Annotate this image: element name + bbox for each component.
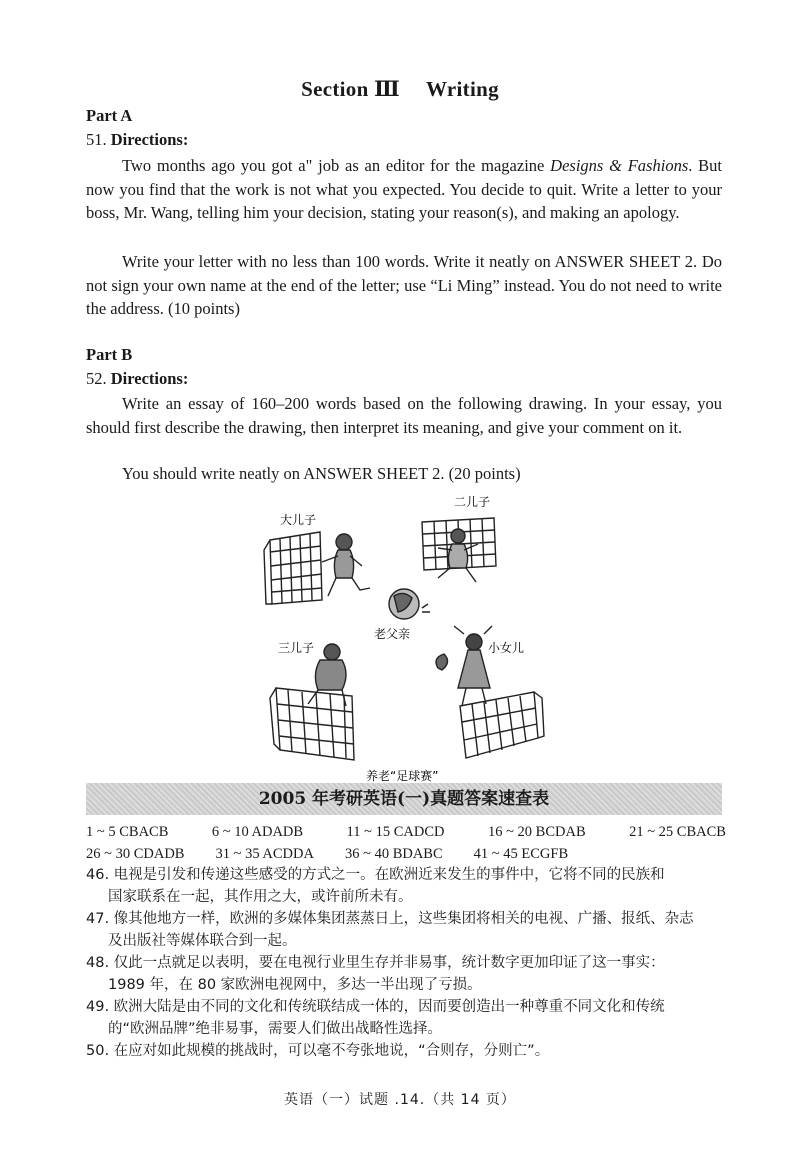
label-son2: 二儿子 bbox=[454, 495, 491, 509]
answer-group: 1 ~ 5 CBACB bbox=[86, 824, 169, 840]
translation-line: 47. 像其他地方一样，欧洲的多媒体集团蒸蒸日上，这些集团将相关的电视、广播、报纸、杂志 bbox=[86, 911, 694, 927]
label-son3: 三儿子 bbox=[278, 641, 315, 655]
section-title bbox=[0, 76, 800, 102]
label-daughter: 小女儿 bbox=[488, 641, 525, 655]
translation-49 bbox=[86, 996, 726, 1040]
translation-line: 的“欧洲品牌”绝非易事，需要人们做出战略性选择。 bbox=[108, 1021, 443, 1037]
answer-group: 31 ~ 35 ACDDA bbox=[215, 846, 314, 862]
q52-directions-label bbox=[86, 369, 188, 389]
drawing-caption: 养老“足球赛” bbox=[366, 769, 439, 782]
translation-line: 及出版社等媒体联合到一起。 bbox=[108, 933, 297, 949]
q51-paragraph-1 bbox=[86, 154, 722, 225]
q51-directions-label bbox=[86, 130, 188, 150]
translation-50 bbox=[86, 1040, 726, 1062]
translation-line: 46. 电视是引发和传递这些感受的方式之一。在欧洲近来发生的事件中，它将不同的民族和 bbox=[86, 867, 665, 883]
label-father: 老父亲 bbox=[374, 627, 411, 641]
part-a-label: Part A bbox=[86, 106, 133, 125]
answer-group: 36 ~ 40 BDABC bbox=[344, 846, 443, 862]
answer-group: 16 ~ 20 BCDAB bbox=[487, 824, 586, 840]
q51-para1-text-a: Two months ago you got a" job as an editor for the magazine bbox=[122, 156, 551, 175]
answer-group: 41 ~ 45 ECGFB bbox=[473, 846, 569, 862]
answer-row-2 bbox=[86, 843, 726, 865]
answer-group: 6 ~ 10 ADADB bbox=[211, 824, 304, 840]
section-label: Section Ⅲ bbox=[301, 77, 400, 101]
translation-line: 1989 年，在 80 家欧洲电视网中，多达一半出现了亏损。 bbox=[108, 977, 482, 993]
part-b-label: Part B bbox=[86, 345, 133, 364]
answer-group: 11 ~ 15 CADCD bbox=[346, 824, 445, 840]
translation-line: 国家联系在一起，其作用之大，或许前所未有。 bbox=[108, 889, 413, 905]
label-son1: 大儿子 bbox=[280, 513, 317, 527]
q52-paragraph-1: Write an essay of 160–200 words based on the following drawing. In your essay, you should first describe the drawing, then interpret its meaning, and give your comment on it. bbox=[86, 394, 722, 437]
answer-row-1 bbox=[86, 821, 726, 843]
section-name: Writing bbox=[425, 77, 499, 101]
magazine-title: Designs & Fashions bbox=[550, 156, 689, 175]
translation-46 bbox=[86, 864, 726, 908]
q51-directions: Directions: bbox=[110, 130, 189, 149]
answer-key-banner: 2005 年考研英语(一)真题答案速查表 bbox=[86, 783, 722, 815]
answer-key bbox=[86, 821, 726, 865]
translation-48 bbox=[86, 952, 726, 996]
translation-line: 49. 欧洲大陆是由不同的文化和传统联结成一体的，因而要创造出一种尊重不同文化和传统 bbox=[86, 999, 665, 1015]
daughter-figure bbox=[436, 626, 492, 706]
translation-47 bbox=[86, 908, 726, 952]
cartoon-drawing bbox=[262, 492, 552, 782]
q51-number: 51. bbox=[86, 130, 107, 149]
page-footer: 英语（一）试题 .14.（共 14 页） bbox=[284, 1092, 516, 1108]
q51-para1-text-b: . But now you find that the work is not what you expected. You decide to quit. Write a letter to your boss, Mr. Wang, telling him your decision, stating your reason(s), and making an apology. bbox=[86, 156, 723, 222]
translation-line: 48. 仅此一点就足以表明，要在电视行业里生存并非易事，统计数字更加印证了这一事实： bbox=[86, 955, 665, 971]
q51-paragraph-2: Write your letter with no less than 100 words. Write it neatly on ANSWER SHEET 2. Do not sign your own name at the end of the letter; use “Li Ming” instead. You do not need to write the address. (10 points) bbox=[86, 252, 722, 318]
goal-son1 bbox=[264, 532, 322, 604]
q52-paragraph-2: You should write neatly on ANSWER SHEET 2. (20 points) bbox=[122, 464, 521, 483]
answer-group: 26 ~ 30 CDADB bbox=[86, 846, 185, 862]
q52-number: 52. bbox=[86, 369, 107, 388]
old-father-ball bbox=[389, 589, 430, 619]
q52-directions: Directions: bbox=[110, 369, 189, 388]
son1-figure bbox=[322, 534, 370, 596]
goal-daughter bbox=[460, 692, 544, 758]
translation-line: 50. 在应对如此规模的挑战时，可以毫不夸张地说，“合则存，分则亡”。 bbox=[86, 1043, 550, 1059]
answer-group: 21 ~ 25 CBACB bbox=[629, 824, 726, 840]
